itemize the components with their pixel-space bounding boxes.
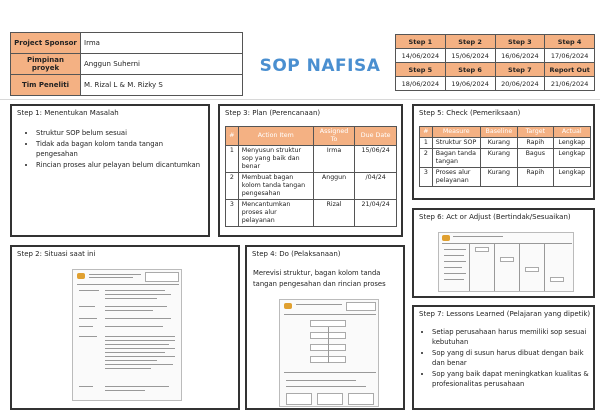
step2-title: Step 2: Situasi saat ini — [17, 250, 96, 258]
step-head: Step 6 — [445, 63, 495, 77]
step-head: Step 4 — [545, 35, 595, 49]
info-row — [11, 33, 243, 54]
table-cell: 1 — [420, 138, 433, 149]
step1-bullet-list — [24, 128, 204, 171]
list-item: • Rincian proses alur pelayan belum dicantumkan — [36, 160, 204, 170]
step2-panel — [10, 245, 240, 410]
table-cell: Bagus — [518, 149, 553, 168]
step-date: 19/06/2024 — [445, 77, 495, 91]
table-cell: 2 — [420, 149, 433, 168]
info-value: Irma — [81, 33, 243, 54]
sop-flowchart-image — [438, 232, 574, 292]
info-row — [11, 54, 243, 75]
project-info-table — [10, 32, 243, 96]
table-row — [226, 173, 397, 200]
table-cell: Rapih — [518, 138, 553, 149]
step-date: 14/06/2024 — [396, 49, 446, 63]
revised-sop-document-image — [279, 299, 379, 407]
schedule-date-row — [396, 77, 595, 91]
list-item: • Setiap perusahaan harus memiliki sop sesuai kebutuhan — [432, 327, 592, 347]
step-date: 20/06/2024 — [495, 77, 545, 91]
info-label: Pimpinan proyek — [11, 54, 81, 75]
company-logo-icon — [77, 273, 85, 279]
list-item: • Tidak ada bagan kolom tanda tangan pengesahan — [36, 139, 204, 159]
table-row — [420, 149, 591, 168]
step-date: 17/06/2024 — [545, 49, 595, 63]
table-cell: Irma — [313, 146, 355, 173]
table-cell: 2 — [226, 173, 239, 200]
step3-title: Step 3: Plan (Perencanaan) — [225, 109, 321, 117]
step-head: Step 1 — [396, 35, 446, 49]
table-header-row — [226, 127, 397, 146]
step3-panel — [218, 104, 403, 237]
table-cell: Rapih — [518, 168, 553, 187]
info-row — [11, 75, 243, 96]
plan-table — [225, 126, 397, 227]
table-cell: 3 — [420, 168, 433, 187]
column-header: Actual — [553, 127, 591, 138]
table-cell: Kurang — [480, 168, 517, 187]
page-title: SOP NAFISA — [259, 56, 381, 76]
step-head: Report Out — [545, 63, 595, 77]
column-header: Due Date — [355, 127, 397, 146]
column-header: Measure — [432, 127, 480, 138]
schedule-head-row — [396, 35, 595, 49]
table-row — [226, 200, 397, 227]
company-logo-icon — [442, 235, 450, 241]
step1-title: Step 1: Menentukan Masalah — [17, 109, 119, 117]
step-date: 21/06/2024 — [545, 77, 595, 91]
step-head: Step 7 — [495, 63, 545, 77]
step4-description: Merevisi struktur, bagan kolom tanda tangan pengesahan dan rincian proses — [253, 269, 386, 288]
step1-panel — [10, 104, 210, 237]
table-cell: Mencantumkan proses alur pelayanan — [238, 200, 313, 227]
column-header: Action Item — [238, 127, 313, 146]
info-value: M. Rizal L & M. Rizky S — [81, 75, 243, 96]
table-cell: 3 — [226, 200, 239, 227]
table-cell: Lengkap — [553, 149, 591, 168]
table-cell: Rizal — [313, 200, 355, 227]
table-cell: Lengkap — [553, 138, 591, 149]
table-cell: /04/24 — [355, 173, 397, 200]
table-cell: Kurang — [480, 138, 517, 149]
table-header-row — [420, 127, 591, 138]
column-header: Assigned To — [313, 127, 355, 146]
column-header: # — [420, 127, 433, 138]
step-head: Step 2 — [445, 35, 495, 49]
list-item: • Struktur SOP belum sesuai — [36, 128, 204, 138]
column-header: Target — [518, 127, 553, 138]
step6-panel — [412, 208, 595, 298]
table-cell: Bagan tanda tangan — [432, 149, 480, 168]
step5-title: Step 5: Check (Pemeriksaan) — [419, 109, 521, 117]
step4-panel — [245, 245, 405, 410]
step-head: Step 5 — [396, 63, 446, 77]
step7-bullet-list — [420, 327, 592, 390]
list-item: • Sop yang di susun harus dibuat dengan baik dan benar — [432, 348, 592, 368]
table-row — [226, 146, 397, 173]
schedule-head-row — [396, 63, 595, 77]
step-date: 15/06/2024 — [445, 49, 495, 63]
step7-title: Step 7: Lessons Learned (Pelajaran yang dipetik) — [419, 310, 591, 318]
step-date: 18/06/2024 — [396, 77, 446, 91]
info-label: Project Sponsor — [11, 33, 81, 54]
step-date: 16/06/2024 — [495, 49, 545, 63]
info-value: Anggun Suherni — [81, 54, 243, 75]
table-cell: Membuat bagan kolom tanda tangan pengesahan — [238, 173, 313, 200]
table-row — [420, 168, 591, 187]
schedule-table — [395, 34, 595, 91]
step4-title: Step 4: Do (Pelaksanaan) — [252, 250, 341, 258]
table-cell: 15/06/24 — [355, 146, 397, 173]
table-row — [420, 138, 591, 149]
current-sop-document-image — [72, 269, 182, 401]
check-table — [419, 126, 591, 187]
table-cell: Lengkap — [553, 168, 591, 187]
schedule-date-row — [396, 49, 595, 63]
table-cell: Struktur SOP — [432, 138, 480, 149]
column-header: # — [226, 127, 239, 146]
table-cell: Menyusun struktur sop yang baik dan benar — [238, 146, 313, 173]
table-cell: Proses alur pelayanan — [432, 168, 480, 187]
info-label: Tim Peneliti — [11, 75, 81, 96]
column-header: Baseline — [480, 127, 517, 138]
table-cell: 21/04/24 — [355, 200, 397, 227]
step-head: Step 3 — [495, 35, 545, 49]
step7-panel — [412, 305, 595, 410]
step6-title: Step 6: Act or Adjust (Bertindak/Sesuaikan) — [419, 213, 571, 221]
table-cell: 1 — [226, 146, 239, 173]
table-cell: Anggun — [313, 173, 355, 200]
company-logo-icon — [284, 303, 292, 309]
list-item: • Sop yang baik dapat meningkatkan kualitas & profesionalitas perusahaan — [432, 369, 592, 389]
step5-panel — [412, 104, 595, 200]
table-cell: Kurang — [480, 149, 517, 168]
